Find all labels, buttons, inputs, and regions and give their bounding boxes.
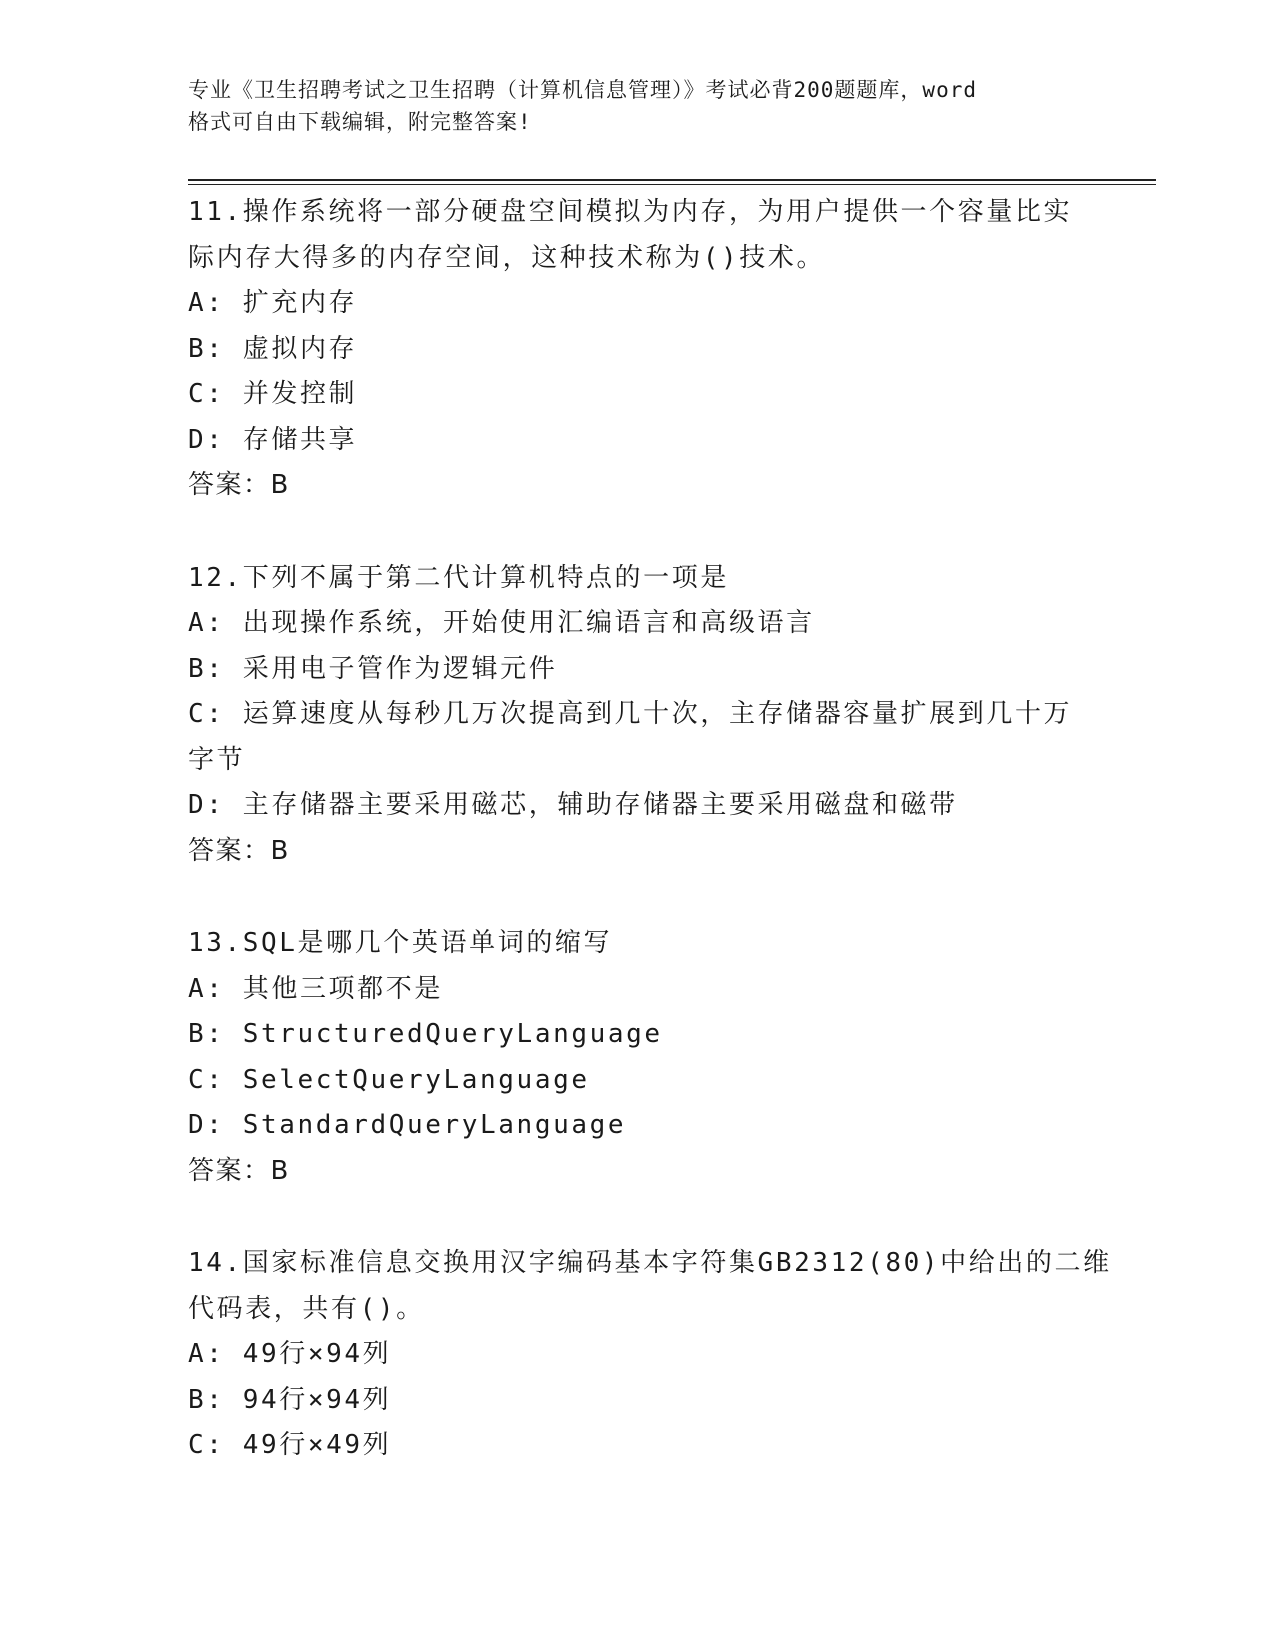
document-header [188,74,1088,138]
question-stem: 12.下列不属于第二代计算机特点的一项是 [188,562,729,593]
option-a: A: 49行×94列 [188,1339,392,1369]
option-c: C: 49行×49列 [188,1430,392,1460]
option-c-continued: 字节 [188,744,246,775]
question-list [188,190,1148,1516]
question-11 [188,190,1148,509]
option-b: B: 采用电子管作为逻辑元件 [188,653,558,684]
option-c: C: 并发控制 [188,379,358,409]
answer-label: 答案：B [188,470,290,500]
option-b: B: 94行×94列 [188,1384,392,1415]
option-b: B: 虚拟内存 [188,333,358,364]
question-stem: 14.国家标准信息交换用汉字编码基本字符集GB2312(80)中给出的二维 [188,1248,1112,1278]
header-line-1: 专业《卫生招聘考试之卫生招聘（计算机信息管理）》考试必背200题题库，word [188,78,977,102]
question-14 [188,1241,1148,1469]
header-divider [188,179,1156,185]
option-a: A: 其他三项都不是 [188,973,443,1004]
question-stem: 11.操作系统将一部分硬盘空间模拟为内存，为用户提供一个容量比实 [188,197,1073,227]
option-c: C: 运算速度从每秒几万次提高到几十次，主存储器容量扩展到几十万 [188,699,1073,729]
question-stem: 际内存大得多的内存空间，这种技术称为()技术。 [188,242,826,273]
option-b: B: StructuredQueryLanguage [188,1019,663,1049]
option-c: C: SelectQueryLanguage [188,1064,590,1095]
option-d: D: StandardQueryLanguage [188,1110,627,1140]
option-a: A: 出现操作系统，开始使用汇编语言和高级语言 [188,608,815,638]
question-13 [188,921,1148,1194]
option-d: D: 主存储器主要采用磁芯，辅助存储器主要采用磁盘和磁带 [188,790,958,820]
question-stem: 13.SQL是哪几个英语单词的缩写 [188,928,613,958]
question-stem: 代码表，共有()。 [188,1293,425,1324]
answer-label: 答案：B [188,835,290,866]
option-a: A: 扩充内存 [188,288,358,318]
option-d: D: 存储共享 [188,424,358,455]
answer-label: 答案：B [188,1155,290,1186]
question-12 [188,556,1148,875]
header-line-2: 格式可自由下载编辑，附完整答案! [188,110,532,134]
